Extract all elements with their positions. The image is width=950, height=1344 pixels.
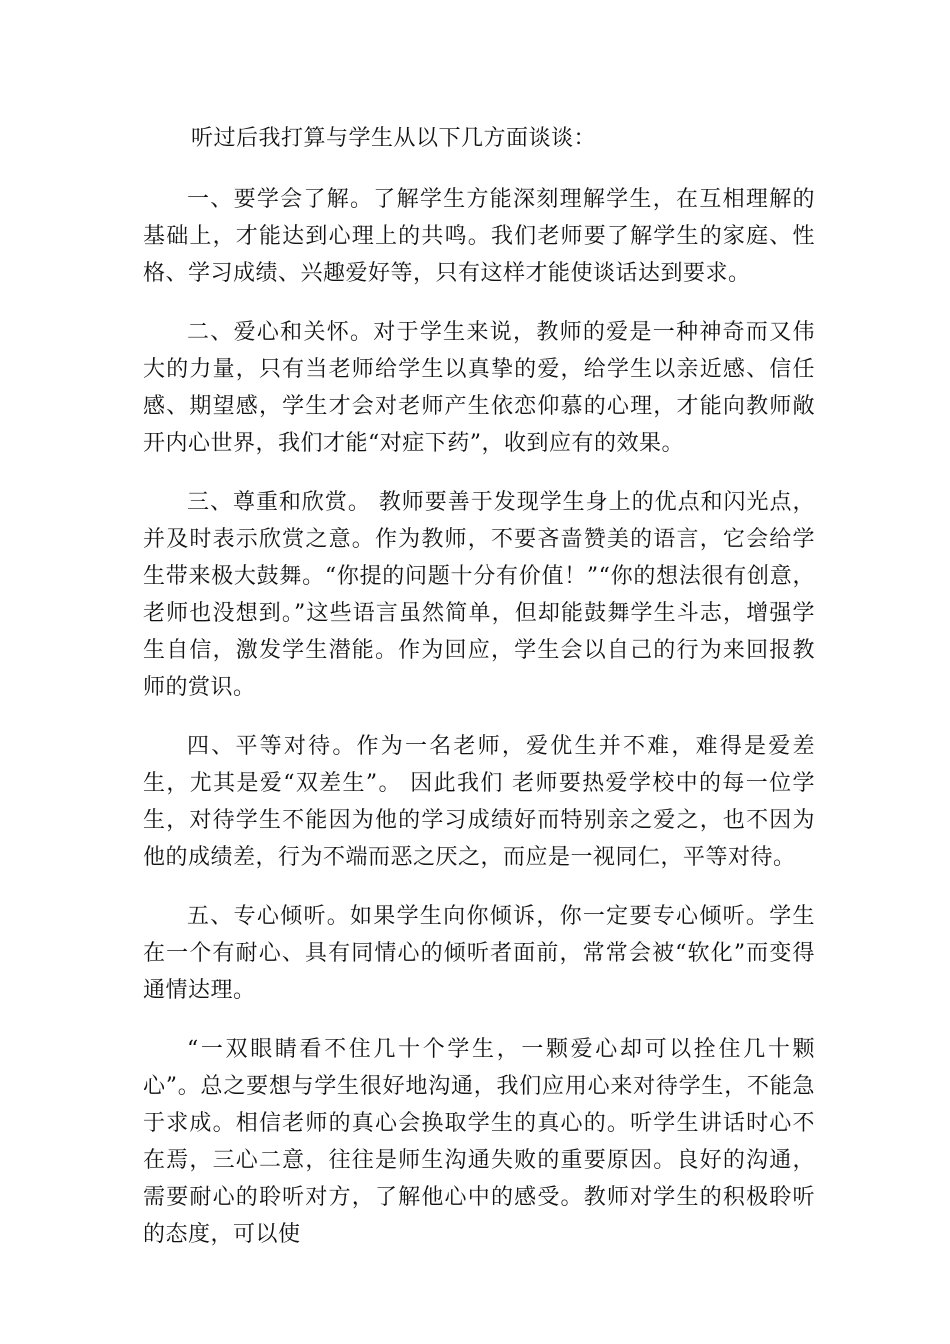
document-body [143, 120, 815, 1275]
paragraph-love-care: 二、爱心和关怀。对于学生来说，教师的爱是一种神奇而又伟大的力量，只有当老师给学生以真挚的爱，给学生以亲近感、信任感、期望感，学生才会对老师产生依恋仰慕的心理，才能向教师敞开内心世界，我们才能“对症下药”，收到应有的效果。 [143, 320, 815, 456]
paragraph-understanding: 一、要学会了解。了解学生方能深刻理解学生，在互相理解的基础上，才能达到心理上的共鸣。我们老师要了解学生的家庭、性格、学习成绩、兴趣爱好等，只有这样才能使谈话达到要求。 [143, 187, 815, 286]
paragraph-attentive-listening: 五、专心倾听。如果学生向你倾诉，你一定要专心倾听。学生在一个有耐心、具有同情心的倾听者面前，常常会被“软化”而变得通情达理。 [143, 904, 815, 1003]
paragraph-equal-treatment: 四、平等对待。作为一名老师，爱优生并不难，难得是爱差生，尤其是爱“双差生”。 因此我们 老师要热爱学校中的每一位学生，对待学生不能因为他的学习成绩好而特别亲之爱之，也不因为他的成绩差，行为不端而恶之厌之，而应是一视同仁，平等对待。 [143, 734, 815, 870]
intro-paragraph: 听过后我打算与学生从以下几方面谈谈： [191, 126, 597, 151]
paragraph-respect-appreciation: 三、尊重和欣赏。 教师要善于发现学生身上的优点和闪光点，并及时表示欣赏之意。作为教师，不要吝啬赞美的语言，它会给学生带来极大鼓舞。“你提的问题十分有价值！”“你的想法很有创意，老师也没想到。”这些语言虽然简单，但却能鼓舞学生斗志，增强学生自信，激发学生潜能。作为回应，学生会以自己的行为来回报教师的赏识。 [143, 490, 815, 700]
paragraph-conclusion: “一双眼睛看不住几十个学生，一颗爱心却可以拴住几十颗心”。总之要想与学生很好地沟通，我们应用心来对待学生，不能急于求成。相信老师的真心会换取学生的真心的。听学生讲话时心不在焉，三心二意，往往是师生沟通失败的重要原因。良好的沟通，需要耐心的聆听对方，了解他心中的感受。教师对学生的积极聆听的态度，可以使 [143, 1037, 815, 1247]
